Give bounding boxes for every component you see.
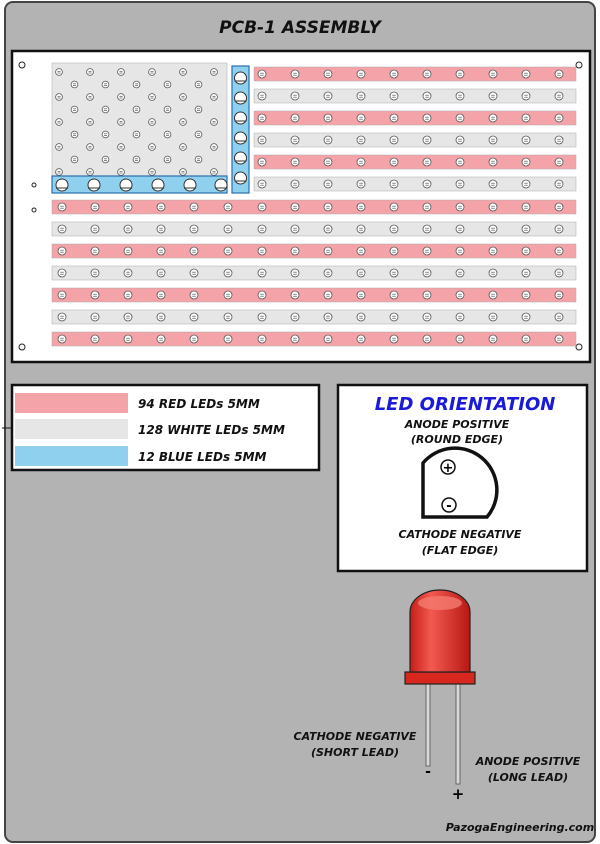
led-footprint-icon bbox=[71, 156, 78, 163]
led-footprint-icon bbox=[258, 92, 266, 100]
led-footprint-icon bbox=[324, 313, 332, 321]
led-footprint-icon bbox=[456, 158, 464, 166]
led-footprint-icon bbox=[423, 70, 431, 78]
led-footprint-icon bbox=[235, 172, 247, 184]
led-footprint-icon bbox=[522, 269, 530, 277]
led-footprint-icon bbox=[184, 179, 196, 191]
led-footprint-icon bbox=[423, 114, 431, 122]
led-footprint-icon bbox=[58, 291, 66, 299]
footer-credit: PazogaEngineering.com bbox=[445, 821, 595, 834]
led-footprint-icon bbox=[489, 269, 497, 277]
led-footprint-icon bbox=[102, 156, 109, 163]
led-footprint-icon bbox=[180, 144, 187, 151]
led-footprint-icon bbox=[149, 94, 156, 101]
led-footprint-icon bbox=[91, 247, 99, 255]
mounting-hole bbox=[32, 183, 36, 187]
led-footprint-icon bbox=[195, 106, 202, 113]
led-footprint-icon bbox=[180, 119, 187, 126]
led-footprint-icon bbox=[456, 114, 464, 122]
led-footprint-icon bbox=[224, 313, 232, 321]
led-footprint-icon bbox=[522, 158, 530, 166]
anode-plus-sign: + bbox=[442, 461, 454, 476]
led-footprint-icon bbox=[118, 144, 125, 151]
led-footprint-icon bbox=[390, 247, 398, 255]
led-footprint-icon bbox=[522, 203, 530, 211]
led-footprint-icon bbox=[124, 291, 132, 299]
led-footprint-icon bbox=[124, 335, 132, 343]
led-footprint-icon bbox=[133, 131, 140, 138]
orientation-heading: LED ORIENTATION bbox=[374, 394, 556, 415]
led-footprint-icon bbox=[258, 335, 266, 343]
led-footprint-icon bbox=[211, 119, 218, 126]
led-footprint-icon bbox=[489, 291, 497, 299]
led-footprint-icon bbox=[149, 169, 156, 176]
led-footprint-icon bbox=[423, 203, 431, 211]
led-footprint-icon bbox=[324, 203, 332, 211]
blue-strip-horizontal bbox=[52, 176, 227, 193]
mounting-hole bbox=[19, 344, 25, 350]
led-footprint-icon bbox=[71, 131, 78, 138]
led-footprint-icon bbox=[258, 225, 266, 233]
led-footprint-icon bbox=[555, 269, 563, 277]
led-footprint-icon bbox=[390, 269, 398, 277]
led-footprint-icon bbox=[180, 94, 187, 101]
led-footprint-icon bbox=[157, 247, 165, 255]
led-footprint-icon bbox=[71, 106, 78, 113]
led-footprint-icon bbox=[88, 179, 100, 191]
led-footprint-icon bbox=[258, 70, 266, 78]
led-footprint-icon bbox=[357, 92, 365, 100]
led-footprint-icon bbox=[124, 313, 132, 321]
led-footprint-icon bbox=[456, 247, 464, 255]
led-footprint-icon bbox=[357, 269, 365, 277]
led-footprint-icon bbox=[357, 291, 365, 299]
led-footprint-icon bbox=[164, 81, 171, 88]
led-footprint-icon bbox=[357, 158, 365, 166]
led-footprint-icon bbox=[423, 313, 431, 321]
led-footprint-icon bbox=[190, 269, 198, 277]
led-footprint-icon bbox=[157, 225, 165, 233]
led-footprint-icon bbox=[555, 114, 563, 122]
led-footprint-icon bbox=[118, 94, 125, 101]
led-footprint-icon bbox=[118, 169, 125, 176]
led-footprint-icon bbox=[190, 225, 198, 233]
led-footprint-icon bbox=[357, 136, 365, 144]
led-footprint-icon bbox=[489, 313, 497, 321]
led-footprint-icon bbox=[190, 247, 198, 255]
led-footprint-icon bbox=[423, 269, 431, 277]
led-footprint-icon bbox=[555, 247, 563, 255]
led-footprint-icon bbox=[390, 225, 398, 233]
led-footprint-icon bbox=[118, 119, 125, 126]
led-footprint-icon bbox=[456, 225, 464, 233]
anode-round-label-line2: (ROUND EDGE) bbox=[410, 433, 504, 446]
led-footprint-icon bbox=[291, 313, 299, 321]
led-footprint-icon bbox=[91, 203, 99, 211]
led-footprint-icon bbox=[291, 70, 299, 78]
led-footprint-icon bbox=[87, 94, 94, 101]
led-footprint-icon bbox=[224, 203, 232, 211]
legend-swatch-white bbox=[15, 419, 128, 439]
led-footprint-icon bbox=[489, 247, 497, 255]
led-footprint-icon bbox=[456, 335, 464, 343]
led-footprint-icon bbox=[423, 158, 431, 166]
led-footprint-icon bbox=[124, 225, 132, 233]
led-footprint-icon bbox=[324, 225, 332, 233]
led-footprint-icon bbox=[258, 247, 266, 255]
led-footprint-icon bbox=[56, 169, 63, 176]
led-footprint-icon bbox=[555, 180, 563, 188]
led-footprint-icon bbox=[555, 92, 563, 100]
led-footprint-icon bbox=[456, 136, 464, 144]
anode-round-label-line1: ANODE POSITIVE bbox=[404, 418, 510, 431]
led-footprint-icon bbox=[190, 313, 198, 321]
led-footprint-icon bbox=[58, 335, 66, 343]
led-footprint-icon bbox=[390, 114, 398, 122]
led-footprint-icon bbox=[456, 180, 464, 188]
led-footprint-icon bbox=[522, 313, 530, 321]
led-footprint-icon bbox=[157, 313, 165, 321]
led-footprint-icon bbox=[456, 70, 464, 78]
cathode-lead-label-line2: (SHORT LEAD) bbox=[310, 746, 400, 759]
led-footprint-icon bbox=[180, 169, 187, 176]
led-footprint-icon bbox=[489, 335, 497, 343]
led-footprint-icon bbox=[235, 152, 247, 164]
led-footprint-icon bbox=[456, 291, 464, 299]
led-footprint-icon bbox=[149, 119, 156, 126]
led-footprint-icon bbox=[164, 106, 171, 113]
cathode-lead-label-line1: CATHODE NEGATIVE bbox=[293, 730, 417, 743]
led-footprint-icon bbox=[224, 335, 232, 343]
led-footprint-icon bbox=[423, 225, 431, 233]
led-footprint-icon bbox=[291, 203, 299, 211]
led-footprint-icon bbox=[58, 313, 66, 321]
anode-lead-plus: + bbox=[451, 785, 465, 803]
led-footprint-icon bbox=[211, 94, 218, 101]
legend-label-white: 128 WHITE LEDs 5MM bbox=[138, 423, 285, 437]
mounting-hole bbox=[576, 344, 582, 350]
led-footprint-icon bbox=[456, 269, 464, 277]
led-footprint-icon bbox=[390, 70, 398, 78]
led-footprint-icon bbox=[423, 247, 431, 255]
led-footprint-icon bbox=[291, 92, 299, 100]
legend-label-red: 94 RED LEDs 5MM bbox=[138, 397, 260, 411]
led-footprint-icon bbox=[87, 119, 94, 126]
led-footprint-icon bbox=[357, 70, 365, 78]
led-footprint-icon bbox=[164, 131, 171, 138]
led-footprint-icon bbox=[522, 225, 530, 233]
led-footprint-icon bbox=[324, 136, 332, 144]
led-footprint-icon bbox=[157, 335, 165, 343]
led-footprint-icon bbox=[390, 313, 398, 321]
led-footprint-icon bbox=[423, 180, 431, 188]
led-footprint-icon bbox=[390, 158, 398, 166]
led-footprint-icon bbox=[258, 114, 266, 122]
led-footprint-icon bbox=[58, 203, 66, 211]
led-footprint-icon bbox=[423, 136, 431, 144]
led-footprint-icon bbox=[258, 291, 266, 299]
led-footprint-icon bbox=[258, 180, 266, 188]
led-footprint-icon bbox=[489, 225, 497, 233]
led-footprint-icon bbox=[118, 69, 125, 76]
led-footprint-icon bbox=[522, 92, 530, 100]
led-footprint-icon bbox=[87, 144, 94, 151]
led-footprint-icon bbox=[522, 114, 530, 122]
led-footprint-icon bbox=[91, 225, 99, 233]
led-footprint-icon bbox=[190, 203, 198, 211]
led-footprint-icon bbox=[423, 92, 431, 100]
led-footprint-icon bbox=[522, 247, 530, 255]
led-footprint-icon bbox=[489, 92, 497, 100]
anode-lead-label-line1: ANODE POSITIVE bbox=[475, 755, 581, 768]
mounting-hole bbox=[576, 62, 582, 68]
led-footprint-icon bbox=[224, 291, 232, 299]
led-footprint-icon bbox=[157, 269, 165, 277]
led-footprint-icon bbox=[555, 203, 563, 211]
led-footprint-icon bbox=[215, 179, 227, 191]
led-footprint-icon bbox=[124, 203, 132, 211]
led-footprint-icon bbox=[324, 291, 332, 299]
led-footprint-icon bbox=[555, 136, 563, 144]
led-footprint-icon bbox=[195, 131, 202, 138]
led-footprint-icon bbox=[555, 313, 563, 321]
cathode-lead-minus: - bbox=[425, 764, 431, 780]
led-footprint-icon bbox=[522, 291, 530, 299]
led-footprint-icon bbox=[58, 269, 66, 277]
led-footprint-icon bbox=[58, 247, 66, 255]
led-footprint-icon bbox=[291, 114, 299, 122]
legend-label-blue: 12 BLUE LEDs 5MM bbox=[138, 450, 267, 464]
led-footprint-icon bbox=[324, 114, 332, 122]
led-footprint-icon bbox=[152, 179, 164, 191]
led-footprint-icon bbox=[133, 81, 140, 88]
led-footprint-icon bbox=[87, 69, 94, 76]
led-footprint-icon bbox=[120, 179, 132, 191]
led-footprint-icon bbox=[56, 94, 63, 101]
led-footprint-icon bbox=[324, 269, 332, 277]
led-footprint-icon bbox=[56, 179, 68, 191]
led-footprint-icon bbox=[91, 313, 99, 321]
led-footprint-icon bbox=[489, 136, 497, 144]
led-footprint-icon bbox=[102, 131, 109, 138]
mounting-hole bbox=[32, 208, 36, 212]
led-footprint-icon bbox=[224, 269, 232, 277]
led-footprint-icon bbox=[456, 203, 464, 211]
cathode-minus-sign: - bbox=[446, 499, 452, 514]
led-footprint-icon bbox=[180, 69, 187, 76]
led-footprint-icon bbox=[258, 313, 266, 321]
led-footprint-icon bbox=[71, 81, 78, 88]
led-footprint-icon bbox=[522, 180, 530, 188]
led-footprint-icon bbox=[149, 69, 156, 76]
anode-lead-label-line2: (LONG LEAD) bbox=[487, 771, 569, 784]
led-footprint-icon bbox=[235, 92, 247, 104]
led-footprint-icon bbox=[124, 247, 132, 255]
led-footprint-icon bbox=[157, 203, 165, 211]
led-footprint-icon bbox=[102, 106, 109, 113]
led-footprint-icon bbox=[235, 132, 247, 144]
led-footprint-icon bbox=[555, 158, 563, 166]
cathode-flat-label-line1: CATHODE NEGATIVE bbox=[398, 528, 522, 541]
led-footprint-icon bbox=[211, 169, 218, 176]
led-footprint-icon bbox=[258, 136, 266, 144]
led-footprint-icon bbox=[235, 112, 247, 124]
led-footprint-icon bbox=[423, 335, 431, 343]
led-footprint-icon bbox=[357, 225, 365, 233]
mounting-hole bbox=[19, 62, 25, 68]
led-footprint-icon bbox=[489, 114, 497, 122]
led-footprint-icon bbox=[489, 158, 497, 166]
led-footprint-icon bbox=[555, 335, 563, 343]
led-footprint-icon bbox=[190, 335, 198, 343]
led-footprint-icon bbox=[291, 180, 299, 188]
led-footprint-icon bbox=[555, 225, 563, 233]
led-footprint-icon bbox=[555, 291, 563, 299]
led-footprint-icon bbox=[522, 136, 530, 144]
led-footprint-icon bbox=[489, 180, 497, 188]
led-footprint-icon bbox=[522, 70, 530, 78]
led-footprint-icon bbox=[164, 156, 171, 163]
led-footprint-icon bbox=[489, 203, 497, 211]
led-footprint-icon bbox=[87, 169, 94, 176]
led-footprint-icon bbox=[357, 114, 365, 122]
led-footprint-icon bbox=[324, 158, 332, 166]
led-footprint-icon bbox=[390, 180, 398, 188]
led-footprint-icon bbox=[91, 291, 99, 299]
led-footprint-icon bbox=[190, 291, 198, 299]
led-footprint-icon bbox=[56, 144, 63, 151]
led-footprint-icon bbox=[258, 203, 266, 211]
led-footprint-icon bbox=[555, 70, 563, 78]
led-footprint-icon bbox=[291, 291, 299, 299]
led-footprint-icon bbox=[357, 335, 365, 343]
led-footprint-icon bbox=[390, 335, 398, 343]
led-footprint-icon bbox=[195, 156, 202, 163]
led-footprint-icon bbox=[390, 203, 398, 211]
led-footprint-icon bbox=[291, 136, 299, 144]
page-title: PCB-1 ASSEMBLY bbox=[219, 18, 381, 38]
led-footprint-icon bbox=[133, 106, 140, 113]
led-footprint-icon bbox=[324, 92, 332, 100]
led-footprint-icon bbox=[195, 81, 202, 88]
led-footprint-icon bbox=[149, 144, 156, 151]
led-footprint-icon bbox=[390, 136, 398, 144]
led-footprint-icon bbox=[522, 335, 530, 343]
led-footprint-icon bbox=[157, 291, 165, 299]
led-footprint-icon bbox=[258, 158, 266, 166]
led-footprint-icon bbox=[291, 269, 299, 277]
led-footprint-icon bbox=[102, 81, 109, 88]
led-footprint-icon bbox=[324, 335, 332, 343]
led-footprint-icon bbox=[224, 247, 232, 255]
led-footprint-icon bbox=[324, 247, 332, 255]
legend-swatch-red bbox=[15, 393, 128, 413]
led-footprint-icon bbox=[211, 69, 218, 76]
led-footprint-icon bbox=[456, 313, 464, 321]
led-footprint-icon bbox=[324, 70, 332, 78]
led-footprint-icon bbox=[390, 92, 398, 100]
led-footprint-icon bbox=[133, 156, 140, 163]
led-footprint-icon bbox=[324, 180, 332, 188]
led-footprint-icon bbox=[56, 69, 63, 76]
led-footprint-icon bbox=[357, 247, 365, 255]
led-footprint-icon bbox=[91, 335, 99, 343]
led-footprint-icon bbox=[291, 158, 299, 166]
legend-swatch-blue bbox=[15, 446, 128, 466]
led-footprint-icon bbox=[124, 269, 132, 277]
led-footprint-icon bbox=[357, 203, 365, 211]
led-footprint-icon bbox=[224, 225, 232, 233]
cathode-flat-label-line2: (FLAT EDGE) bbox=[421, 544, 499, 557]
led-footprint-icon bbox=[423, 291, 431, 299]
led-footprint-icon bbox=[258, 269, 266, 277]
led-footprint-icon bbox=[291, 225, 299, 233]
led-footprint-icon bbox=[357, 313, 365, 321]
led-footprint-icon bbox=[58, 225, 66, 233]
led-footprint-icon bbox=[56, 119, 63, 126]
led-footprint-icon bbox=[390, 291, 398, 299]
led-footprint-icon bbox=[291, 247, 299, 255]
led-footprint-icon bbox=[357, 180, 365, 188]
led-footprint-icon bbox=[489, 70, 497, 78]
led-footprint-icon bbox=[211, 144, 218, 151]
led-footprint-icon bbox=[456, 92, 464, 100]
led-footprint-icon bbox=[291, 335, 299, 343]
led-footprint-icon bbox=[91, 269, 99, 277]
led-footprint-icon bbox=[235, 72, 247, 84]
